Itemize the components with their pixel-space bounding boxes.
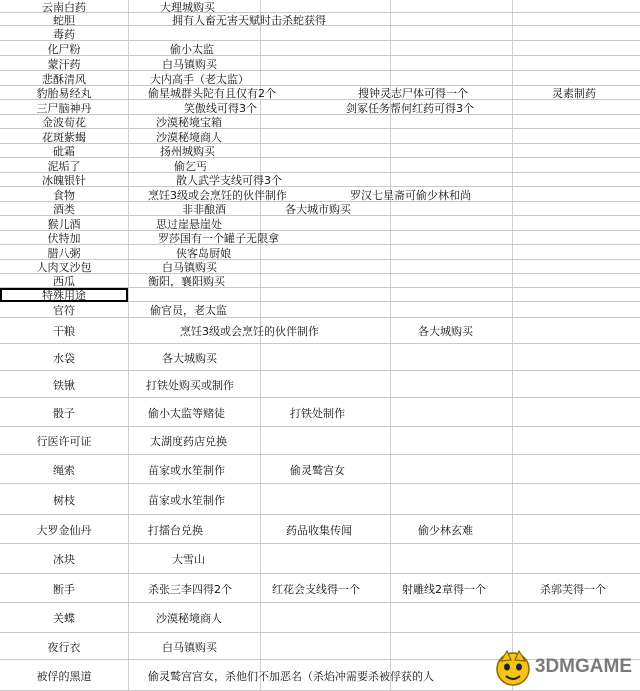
source-cell[interactable]: 白马镇购买 — [162, 261, 217, 274]
source-cell[interactable]: 偷小太监 — [170, 42, 214, 56]
item-name-cell[interactable]: 毒药 — [53, 27, 75, 41]
item-name-cell[interactable]: 关蝶 — [53, 612, 75, 625]
table-row — [0, 260, 640, 274]
source-cell[interactable]: 苗家或水笙制作 — [148, 493, 225, 507]
item-name-cell[interactable]: 金波荀花 — [42, 116, 86, 129]
source-cell[interactable]: 偷灵鹫宫宫女，杀他们不加恶名（杀焰冲需要杀被俘获的人 — [148, 669, 434, 683]
source-cell[interactable]: 打擂台兑换 — [148, 523, 203, 537]
table-row — [0, 245, 640, 260]
source-cell[interactable]: 白马镇购买 — [162, 57, 217, 71]
source-cell[interactable]: 大理城购买 — [160, 0, 215, 14]
item-name-cell[interactable]: 食物 — [53, 188, 75, 202]
source-cell[interactable]: 偷乞丐 — [174, 159, 207, 173]
table-row — [0, 100, 640, 115]
item-name-cell[interactable]: 铁锹 — [53, 378, 75, 392]
item-name-cell[interactable]: 蛇胆 — [53, 13, 75, 27]
source-cell[interactable]: 杀张三李四得2个 — [148, 582, 232, 596]
source-cell[interactable]: 偷小太监等赌徒 — [148, 406, 225, 420]
source-cell[interactable]: 烹饪3级或会烹饪的伙伴制作 — [148, 188, 287, 202]
source-cell[interactable]: 偷星城群头陀有且仅有2个 — [148, 87, 276, 100]
item-name-cell[interactable]: 伏特加 — [47, 232, 81, 245]
item-name-cell[interactable]: 冰魄银针 — [42, 174, 86, 187]
source-cell[interactable]: 太湖度药店兑换 — [150, 435, 227, 448]
item-name-cell[interactable]: 干粮 — [53, 325, 75, 338]
source-cell[interactable]: 沙漠秘境商人 — [156, 612, 222, 625]
table-row — [0, 274, 640, 288]
table-row — [0, 129, 640, 144]
item-name-cell[interactable]: 酒类 — [53, 203, 75, 216]
source-cell[interactable]: 苗家或水笙制作 — [148, 463, 225, 477]
item-name-cell[interactable]: 豹胎易经丸 — [36, 87, 92, 100]
table-row — [0, 371, 640, 398]
source-cell[interactable]: 罗汉七星斋可偷少林和尚 — [350, 188, 471, 202]
table-row — [0, 71, 640, 86]
item-name-cell[interactable]: 大罗金仙丹 — [36, 523, 92, 537]
table-row — [0, 427, 640, 455]
source-cell[interactable]: 扬州城购买 — [160, 145, 215, 158]
item-name-cell[interactable]: 花斑紫蝎 — [42, 130, 86, 144]
watermark-text: 3DMGAME — [534, 656, 632, 677]
table-row — [0, 302, 640, 318]
item-name-cell[interactable]: 行医许可证 — [36, 435, 92, 448]
table-row — [0, 515, 640, 544]
source-cell[interactable]: 大内高手（老太监） — [150, 72, 249, 86]
table-row — [0, 544, 640, 574]
table-row — [0, 318, 640, 344]
source-cell[interactable]: 罗莎国有一个罐子无限拿 — [158, 232, 279, 245]
item-name-cell[interactable]: 骰子 — [53, 406, 75, 420]
item-name-cell[interactable]: 官符 — [53, 304, 75, 317]
table-row — [0, 216, 640, 231]
source-cell[interactable]: 红花会支线得一个 — [272, 582, 360, 596]
table-row — [0, 231, 640, 245]
item-name-cell[interactable]: 树枝 — [53, 493, 75, 507]
source-cell[interactable]: 衡阳，襄阳购买 — [148, 275, 225, 288]
table-row — [0, 26, 640, 41]
table-row — [0, 574, 640, 603]
item-name-cell[interactable]: 冰块 — [53, 553, 75, 566]
source-cell[interactable]: 大雪山 — [172, 553, 205, 566]
source-cell[interactable]: 笑傲线可得3个 — [184, 101, 257, 115]
source-cell[interactable]: 杀郭芙得一个 — [540, 582, 606, 596]
item-name-cell[interactable]: 断手 — [53, 582, 75, 596]
item-name-cell[interactable]: 水袋 — [53, 351, 75, 365]
table-row — [0, 56, 640, 71]
source-cell[interactable]: 搜钟灵志尸体可得一个 — [358, 87, 468, 100]
source-cell[interactable]: 白马镇购买 — [162, 640, 217, 654]
source-cell[interactable]: 打铁处购买或制作 — [146, 378, 234, 392]
table-row — [0, 344, 640, 371]
source-cell[interactable]: 各大城购买 — [418, 325, 473, 338]
source-cell[interactable]: 沙漠秘境商人 — [156, 130, 222, 144]
item-name-cell[interactable]: 特殊用途 — [0, 288, 128, 302]
source-cell[interactable]: 偷灵鹫宫女 — [290, 463, 345, 477]
table-row — [0, 173, 640, 187]
table-row — [0, 398, 640, 427]
item-name-cell[interactable]: 蒙汗药 — [47, 57, 81, 71]
item-name-cell[interactable]: 悲酥清风 — [42, 72, 86, 86]
table-row — [0, 187, 640, 202]
item-name-cell[interactable]: 腊八粥 — [47, 246, 81, 260]
source-cell[interactable]: 烹饪3级或会烹饪的伙伴制作 — [180, 325, 319, 338]
table-row — [0, 288, 640, 302]
item-name-cell[interactable]: 云南白药 — [42, 0, 86, 14]
source-cell[interactable]: 散人武学支线可得3个 — [176, 174, 282, 187]
table-row — [0, 144, 640, 158]
source-cell[interactable]: 灵素制药 — [552, 87, 596, 100]
item-name-cell[interactable]: 三尸脑神丹 — [36, 101, 92, 115]
3dm-mascot-icon — [493, 647, 533, 687]
item-name-cell[interactable]: 绳索 — [53, 463, 75, 477]
table-row — [0, 13, 640, 26]
item-name-cell[interactable]: 砒霜 — [53, 145, 75, 158]
table-row — [0, 455, 640, 484]
watermark — [493, 647, 632, 687]
table-row — [0, 603, 640, 633]
table-row — [0, 86, 640, 100]
source-cell[interactable]: 拥有人畜无害天赋时击杀蛇获得 — [172, 13, 326, 27]
item-name-cell[interactable]: 人肉叉沙包 — [36, 261, 92, 274]
table-row — [0, 41, 640, 56]
source-cell[interactable]: 侠客岛厨娘 — [176, 246, 231, 260]
source-cell[interactable]: 非非酿酒 — [182, 203, 226, 216]
source-cell[interactable]: 偷少林玄难 — [418, 523, 473, 537]
item-name-cell[interactable]: 猴儿酒 — [47, 217, 81, 231]
item-name-cell[interactable]: 被俘的黑道 — [36, 669, 92, 683]
source-cell[interactable]: 偷官员，老太监 — [150, 304, 227, 317]
source-cell[interactable]: 打铁处制作 — [290, 406, 345, 420]
source-cell[interactable]: 各大城购买 — [162, 351, 217, 365]
table-row — [0, 202, 640, 216]
source-cell[interactable]: 各大城市购买 — [285, 203, 351, 216]
source-cell[interactable]: 射雕线2章得一个 — [402, 582, 486, 596]
table-row — [0, 484, 640, 515]
table-row — [0, 158, 640, 173]
source-cell[interactable]: 剑冢任务帮何红药可得3个 — [346, 101, 474, 115]
source-cell[interactable]: 思过崖悬崖处 — [156, 217, 222, 231]
source-cell[interactable]: 沙漠秘境宝箱 — [156, 116, 222, 129]
item-name-cell[interactable]: 化尸粉 — [47, 42, 81, 56]
table-row — [0, 115, 640, 129]
item-name-cell[interactable]: 西瓜 — [53, 275, 75, 288]
source-cell[interactable]: 药品收集传闻 — [286, 523, 352, 537]
item-name-cell[interactable]: 夜行衣 — [47, 640, 81, 654]
item-name-cell[interactable]: 泥垢了 — [47, 159, 81, 173]
